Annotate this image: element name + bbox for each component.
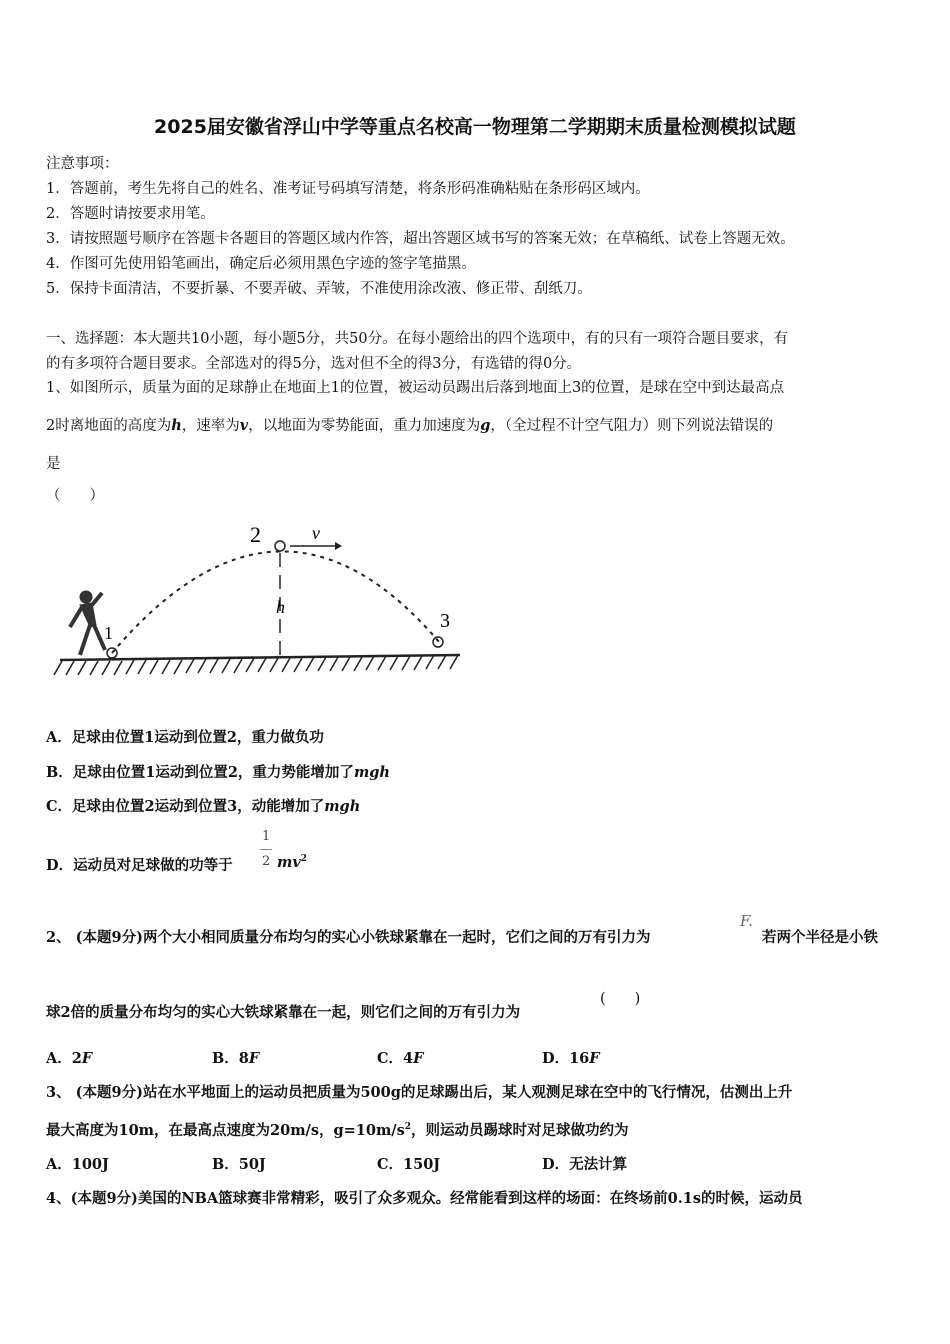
q3-option-c: C．150J <box>377 1156 441 1173</box>
q1-text: ，（全过程不计空气阻力）则下列说法错误的 <box>490 418 774 434</box>
q2-option-d-label: D．16 <box>542 1050 590 1067</box>
q2-option-c <box>377 1047 423 1068</box>
q2-answer-paren: ( ) <box>600 991 641 1007</box>
label-position-1: 1 <box>104 623 113 643</box>
q2-stem-line2: 球2倍的质量分布均匀的实心大铁球紧靠在一起，则它们之间的万有引力为 <box>46 1004 521 1021</box>
fraction-denominator: 2 <box>262 854 271 869</box>
q3-option-b: B．50J <box>212 1156 266 1173</box>
q1-option-d: D．运动员对足球做的功等于 <box>46 857 233 874</box>
q1-option-b-text: B．足球由位置1运动到位置2，重力势能增加了 <box>46 764 354 781</box>
q1-stem-line1: 1、如图所示，质量为面的足球静止在地面上1的位置，被运动员踢出后落到地面上3的位置，是球在空中到达最高点 <box>46 380 785 396</box>
q3-stem-line1: 3、 (本题9分)站在水平地面上的运动员把质量为500g的足球踢出后，某人观测足球在空中的飞行情况，估测出上升 <box>46 1084 793 1101</box>
q1-option-c-text: C．足球由位置2运动到位置3，动能增加了 <box>46 798 325 815</box>
q2-stem-line1: 2、 (本题9分)两个大小相同质量分布均匀的实心小铁球紧靠在一起时，它们之间的万有引力为 <box>46 929 651 946</box>
q1-option-a: A．足球由位置1运动到位置2，重力做负功 <box>46 729 324 746</box>
notice-item: 4．作图可先使用铅笔画出，确定后必须用黑色字迹的签字笔描黑。 <box>46 256 476 272</box>
q1-text: ，以地面为零势能面，重力加速度为 <box>248 418 481 434</box>
q3-exponent: 2 <box>404 1122 412 1133</box>
q2-option-b-label: B．8 <box>212 1050 249 1067</box>
section-instructions: 一、选择题：本大题共10小题，每小题5分，共50分。在每小题给出的四个选项中，有的只有一项符合题目要求，有 <box>46 331 789 347</box>
label-position-3: 3 <box>440 610 450 632</box>
section-instructions-cont: 的有多项符合题目要求。全部选对的得5分，选对但不全的得3分，有选错的得0分。 <box>46 356 582 372</box>
q2-option-d <box>542 1047 600 1068</box>
q2-option-b <box>212 1047 259 1068</box>
q1-var-g: g <box>480 417 491 434</box>
q3-text: ，则运动员踢球时对足球做功约为 <box>411 1122 629 1139</box>
q1-option-c <box>46 795 360 816</box>
projectile-figure <box>50 515 470 685</box>
q1-option-b <box>46 761 390 782</box>
label-v: v <box>312 523 320 543</box>
notice-item: 2．答题时请按要求用笔。 <box>46 206 215 222</box>
q2-option-c-label: C．4 <box>377 1050 414 1067</box>
q2-option-a-label: A．2 <box>46 1050 82 1067</box>
q1-option-c-var: mgh <box>324 798 361 815</box>
label-position-2: 2 <box>250 522 261 547</box>
notice-item: 3．请按照题号顺序在答题卡各题目的答题区域内作答，超出答题区域书写的答案无效；在草稿纸、试卷上答题无效。 <box>46 231 795 247</box>
q2-option-c-var: F <box>413 1050 424 1067</box>
q3-option-a: A．100J <box>46 1156 109 1173</box>
q1-text: 2时离地面的高度为 <box>46 418 172 434</box>
q1-var-h: h <box>171 417 182 434</box>
q1-text: ，速率为 <box>181 418 240 434</box>
q2-force-symbol: F. <box>740 912 753 930</box>
label-h: h <box>276 597 285 617</box>
q1-option-d-var: mv <box>277 854 301 871</box>
notice-item: 5．保持卡面清洁，不要折暴、不要弄破、弄皱，不准使用涂改液、修正带、刮纸刀。 <box>46 281 592 297</box>
fraction-numerator: 1 <box>262 829 271 844</box>
q2-option-d-var: F <box>589 1050 600 1067</box>
q1-stem-line2 <box>46 414 773 435</box>
fraction-bar <box>260 849 272 850</box>
q4-stem-line1: 4、(本题9分)美国的NBA篮球赛非常精彩，吸引了众多观众。经常能看到这样的场面：在终场前0.1s的时候，运动员 <box>46 1190 803 1207</box>
velocity-arrowhead <box>335 542 342 550</box>
q2-option-a <box>46 1047 92 1068</box>
notice-item: 1．答题前，考生先将自己的姓名、准考证号码填写清楚，将条形码准确粘贴在条形码区域内。 <box>46 181 650 197</box>
ground-line <box>60 655 460 660</box>
q3-option-d: D．无法计算 <box>542 1156 628 1173</box>
q3-stem-line2 <box>46 1119 629 1140</box>
q1-var-v: v <box>239 417 249 434</box>
q1-option-b-var: mgh <box>353 764 390 781</box>
notice-heading: 注意事项： <box>46 156 119 172</box>
page-title: 2025届安徽省浮山中学等重点名校高一物理第二学期期末质量检测模拟试题 <box>154 116 796 138</box>
q2-stem-line1-end: 若两个半径是小铁 <box>762 929 878 946</box>
q2-option-a-var: F <box>81 1050 93 1067</box>
q1-answer-paren: （ ） <box>46 488 104 504</box>
ball-position-2 <box>275 541 285 551</box>
player-figure <box>70 591 105 655</box>
q2-option-b-var: F <box>248 1050 260 1067</box>
q1-option-d-exponent: 2 <box>300 854 308 865</box>
q3-text: 最大高度为10m，在最高点速度为20m/s，g=10m/s <box>46 1122 405 1139</box>
q1-stem-line3: 是 <box>46 456 61 472</box>
q1-option-d-expr <box>277 854 307 871</box>
